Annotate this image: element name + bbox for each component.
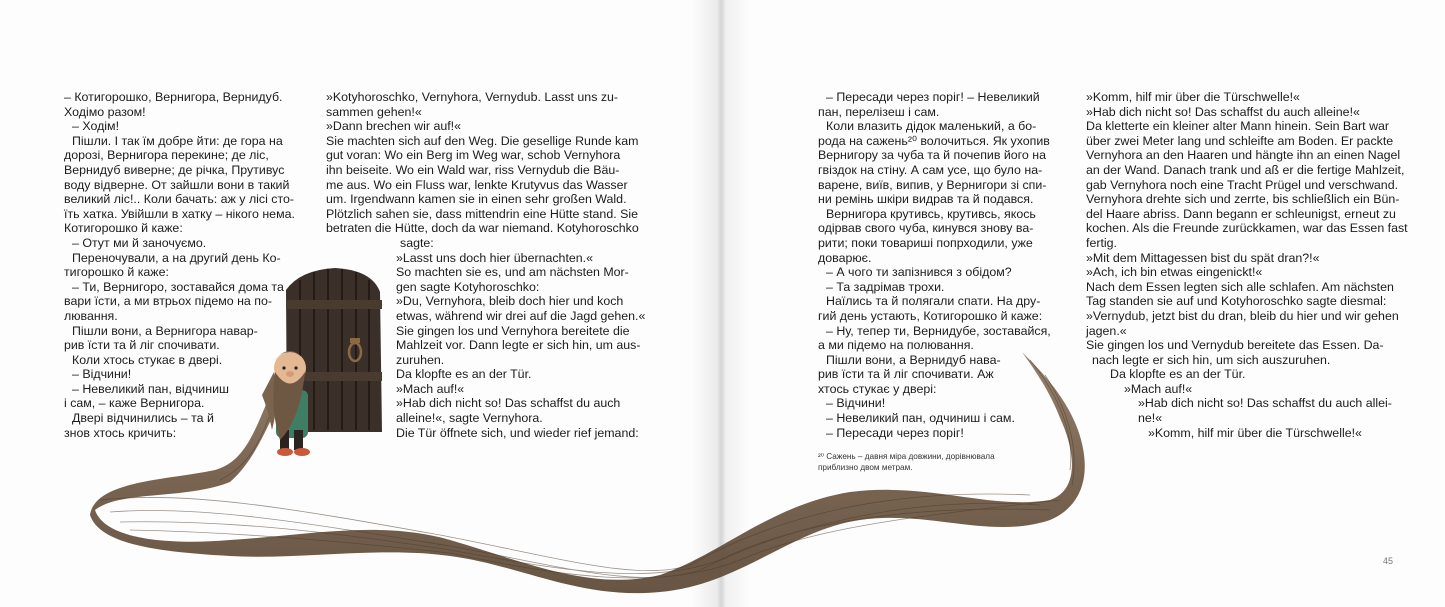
text-line: воду відверне. От зайшли вони в такий [64,177,290,192]
text-line: ни ремінь шкіри видрав та й подався. [818,192,1034,207]
text-line: – Котигорошко, Вернигора, Вернидуб. [64,90,283,104]
text-line: а ми підемо на полювання. [818,338,974,353]
text-line: Die Tür öffnete sich, und wieder rief jemand: [396,425,639,440]
text-line: Vernyhora drehte sich und zerrte, bis schließlich ein Bün- [1086,192,1400,207]
text-line: jagen.« [1086,323,1127,338]
text-line: – Відчини! [72,367,132,382]
text-line: Ходімо разом! [64,104,146,119]
text-line: »Mach auf!« [1124,381,1193,396]
text-line: Вернигора крутивсь, крутивсь, якось [826,206,1036,221]
text-line: alleine!«, sagte Vernyhora. [396,411,543,426]
text-line: »Lasst uns doch hier übernachten.« [396,250,594,265]
text-line: Da kletterte ein kleiner alter Mann hinein. Sein Bart war [1086,119,1390,134]
text-line: »Hab dich nicht so! Das schaffst du auch alleine!« [1086,104,1360,119]
text-line: ihn beiseite. Wo ein Wald war, riss Vernydub die Bäu- [326,162,620,177]
left-german-column [326,90,645,440]
text-line: »Vernydub, jetzt bist du dran, bleib du hier und wir gehen [1086,308,1399,323]
text-line: del Haare abriss. Dann begann er schleunigst, erneut zu [1086,206,1396,221]
text-line: an der Wand. Danach trank und aß er die fertige Mahlzeit, [1086,162,1405,177]
text-line: gen sagte Kotyhoroschko: [396,279,540,294]
text-line: Двері відчинились – та й [72,411,214,426]
text-line: nach legte er sich hin, um sich auszuruhen. [1092,352,1331,367]
text-line: »Hab dich nicht so! Das schaffst du auch [396,396,621,411]
text-line: – Невеликий пан, відчиниш [72,381,229,396]
text-line: etwas, während wir drei auf die Jagd gehen.« [396,308,646,323]
text-line: Mahlzeit vor. Dann legte er sich hin, um aus- [396,338,641,353]
right-ukrainian-column [818,90,1051,440]
footnote-line: ²⁰ Сажень – давня міра довжини, дорівнювала [818,452,995,461]
text-line: гвіздок на стіну. А сам усе, що було на- [818,162,1043,177]
text-line: sagte: [400,235,434,250]
text-line: sammen gehen!« [326,104,422,119]
text-line: – Невеликий пан, одчиниш і сам. [826,411,1015,426]
text-line: їть хатка. Увійшли в хатку – нікого нема. [64,206,295,221]
text-line: – Ходім! [72,119,120,134]
text-line: »Kotyhoroschko, Vernyhora, Vernydub. Lasst uns zu- [326,90,619,104]
text-line: великий ліс!.. Коли бачать: аж у лісі сто- [64,192,295,207]
text-line: дорозі, Вернигора перекине; де ліс, [64,148,269,163]
text-line: – Ну, тепер ти, Вернидубе, зоставайся, [826,323,1051,338]
text-line: Котигорошко й каже: [64,221,183,236]
footnote [818,452,995,473]
text-line: Sie gingen los und Vernydub bereitete das Essen. Da- [1086,338,1384,353]
text-line: ne!« [1138,411,1163,426]
text-line: gab Vernyhora noch eine Tracht Prügel und verschwand. [1086,177,1399,192]
text-line: – Відчини! [826,396,886,411]
footnote-line: приблизно двом метрам. [818,462,913,472]
text-line: Переночували, а на другий день Ко- [72,250,281,265]
text-line: одірвав свого чуба, кинувся знову ва- [818,221,1034,236]
text-line: um. Irgendwann kamen sie in einen sehr großen Wald. [326,192,627,207]
text-line: – Та задрімав трохи. [826,279,945,294]
page-number: 45 [1383,556,1394,566]
text-line: Коли хтось стукає в двері. [72,352,223,367]
text-line: Da klopfte es an der Tür. [396,367,532,382]
text-line: »Komm, hilf mir über die Türschwelle!« [1086,90,1300,104]
text-line: рити; поки товариші попрходили, уже [818,235,1033,250]
text-line: Plötzlich sahen sie, dass mittendrin eine Hütte stand. Sie [326,206,638,221]
text-line: fertig. [1086,235,1117,250]
text-line: – Ти, Вернигоро, зоставайся дома та [72,279,284,294]
text-line: – А чого ти запізнився з обідом? [826,265,1012,280]
text-line: So machten sie es, und am nächsten Mor- [396,265,629,280]
text-line: Tag standen sie auf und Kotyhoroschko sagte diesmal: [1086,294,1387,309]
text-line: тигорошко й каже: [64,265,169,280]
text-line: – Пересади через поріг! – Невеликий [826,90,1040,104]
text-line: рив їсти та й ліг спочивати. [64,338,220,353]
text-line: »Ach, ich bin etwas eingenickt!« [1086,265,1263,280]
left-ukrainian-column [64,90,295,440]
text-line: kochen. Als die Freunde zurückkamen, war das Essen fast [1086,221,1408,236]
text-line: me aus. Wo ein Fluss war, lenkte Krutyvus das Wasser [326,177,628,192]
text-line: zuruhen. [396,352,445,367]
text-line: вари їсти, а ми втрьох підемо на по- [64,294,272,309]
text-line: Пішли. І так їм добре йти: де гора на [72,133,283,148]
text-line: рода на сажень²⁰ волочиться. Як ухопив [818,133,1050,148]
text-line: рив їсти та й ліг спочивати. Аж [818,367,994,382]
text-line: über zwei Meter lang und schleifte am Boden. Er packte [1086,133,1394,148]
text-line: варене, виїв, випив, у Вернигори зі спи- [818,177,1047,192]
text-line: доварює. [818,250,872,265]
text-line: betraten die Hütte, doch da war niemand. Kotyhoroschko [326,221,639,236]
text-line: – Отут ми й заночуємо. [72,235,207,250]
text-line: Пішли вони, а Вернидуб нава- [826,352,1001,367]
text-line: Коли влазить дідок маленький, а бо- [826,119,1037,134]
right-german-column [1078,90,1408,440]
text-line: »Hab dich nicht so! Das schaffst du auch allei- [1138,396,1392,411]
text-line: »Mit dem Mittagessen bist du spät dran?!« [1086,250,1320,265]
text-line: »Komm, hilf mir über die Türschwelle!« [1148,425,1362,440]
text-line: gut voran: Wo ein Berg im Weg war, schob Vernyhora [326,148,621,163]
text-line: пан, перелізеш і сам. [818,104,940,119]
text-line: і сам, – каже Вернигора. [64,396,205,411]
text-line: Nach dem Essen legten sich alle schlafen. Am nächsten [1086,279,1394,294]
text-line: – Пересади через поріг! [826,425,964,440]
text-line: Sie machten sich auf den Weg. Die gesellige Runde kam [326,133,639,148]
text-line: хтось стукає у двері: [818,381,937,396]
text-line: лювання. [64,308,118,323]
text-line: »Du, Vernyhora, bleib doch hier und koch [396,294,624,309]
text-line: »Mach auf!« [396,381,465,396]
text-line: знов хтось кричить: [64,425,177,440]
text-line: Sie gingen los und Vernyhora bereitete die [396,323,630,338]
text-line: »Dann brechen wir auf!« [326,119,462,134]
text-line: Vernyhora an den Haaren und hängte ihn an einen Nagel [1086,148,1401,163]
text-line: гий день устають, Котигорошко й каже: [818,308,1043,323]
text-line: Вернигору за чуба та й почепив його на [818,148,1046,163]
text-line: Наїлись та й полягали спати. На дру- [826,294,1041,309]
text-line: Пішли вони, а Вернигора навар- [72,323,258,338]
text-line: Da klopfte es an der Tür. [1110,367,1246,382]
text-line: Вернидуб виверне; де річка, Прутивус [64,162,285,177]
